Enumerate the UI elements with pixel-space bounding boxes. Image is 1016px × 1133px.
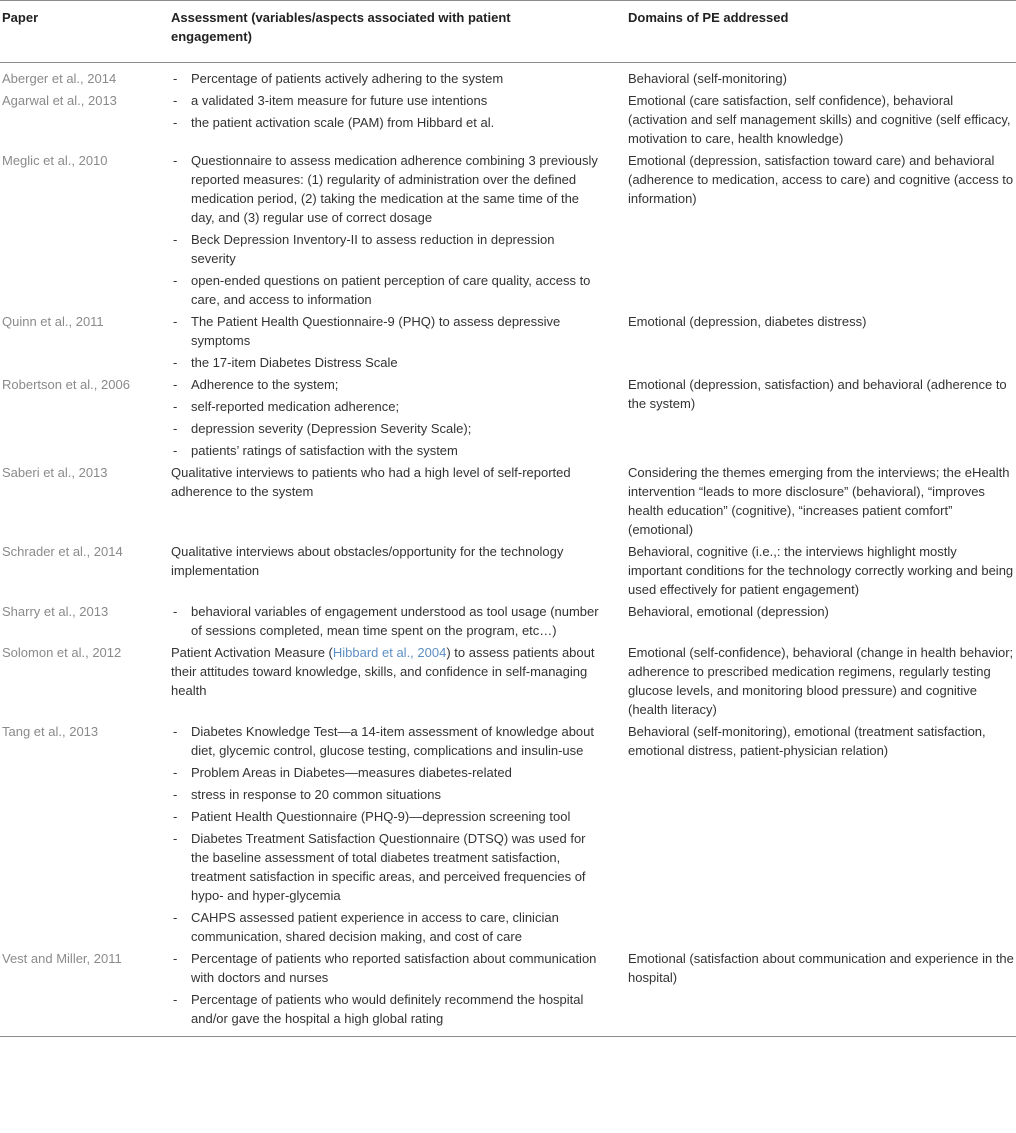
bullet-dash: - — [173, 399, 178, 414]
assessment-item-text: depression severity (Depression Severity Scale); — [191, 421, 472, 436]
bullet-dash: - — [173, 765, 178, 780]
domains-cell: Emotional (depression, diabetes distress) — [628, 314, 867, 329]
bullet-dash: - — [173, 115, 178, 130]
paper-cell: Solomon et al., 2012 — [2, 645, 122, 660]
assessment-item — [171, 949, 628, 987]
assessment-item-text: Percentage of patients actively adhering to the system — [191, 71, 504, 86]
paper-cell: Saberi et al., 2013 — [2, 465, 108, 480]
table-row — [0, 312, 1016, 372]
bullet-dash: - — [173, 604, 178, 619]
table-row — [0, 69, 1016, 88]
assessment-item — [171, 271, 628, 309]
bullet-dash: - — [173, 787, 178, 802]
bullet-dash: - — [173, 992, 178, 1007]
assessment-item-text: Diabetes Knowledge Test—a 14-item assessment of knowledge about diet, glycemic control, glucose testing, complications and insulin-use — [191, 724, 594, 758]
paper-cell: Agarwal et al., 2013 — [2, 93, 117, 108]
assessment-cell — [171, 722, 628, 946]
assessment-cell — [171, 949, 628, 1028]
assessment-item-text: Questionnaire to assess medication adherence combining 3 previously reported measures: (1) regularity of administration over the defined medication period, (2) taking the medication at the same time of the day, and (3) regular use of correct dosage — [191, 153, 598, 225]
domains-cell: Emotional (care satisfaction, self confidence), behavioral (activation and self management skills) and cognitive (self efficacy, motivation to care, health knowledge) — [628, 93, 1011, 146]
citation-link[interactable]: Hibbard et al., 2004 — [332, 645, 447, 660]
assessment-item-text: CAHPS assessed patient experience in access to care, clinician communication, shared decision making, and cost of care — [191, 910, 559, 944]
assessment-item — [171, 829, 628, 905]
assessment-item-text: self-reported medication adherence; — [191, 399, 400, 414]
bullet-dash: - — [173, 71, 178, 86]
assessment-item — [171, 908, 628, 946]
assessment-item-text: the patient activation scale (PAM) from Hibbard et al. — [191, 115, 495, 130]
assessment-item-text: Diabetes Treatment Satisfaction Questionnaire (DTSQ) was used for the baseline assessment of total diabetes treatment satisfaction, treatment satisfaction in specific areas, and perceived frequencies of hypo- and hyper-glycemia — [191, 831, 586, 903]
assessment-item — [171, 230, 628, 268]
table-header — [0, 0, 1016, 63]
domains-cell: Behavioral, emotional (depression) — [628, 604, 829, 619]
bullet-dash: - — [173, 443, 178, 458]
assessment-cell — [171, 463, 628, 539]
assessment-item-text: Percentage of patients who would definitely recommend the hospital and/or gave the hospital a high global rating — [191, 992, 584, 1026]
domains-cell: Behavioral (self-monitoring), emotional (treatment satisfaction, emotional distress, patient-physician relation) — [628, 724, 986, 758]
assessment-cell — [171, 151, 628, 309]
assessment-item — [171, 419, 628, 438]
bullet-dash: - — [173, 910, 178, 925]
assessment-item — [171, 69, 628, 88]
assessment-text: Qualitative interviews to patients who had a high level of self-reported adherence to the system — [171, 465, 571, 499]
assessment-cell — [171, 312, 628, 372]
bullet-dash: - — [173, 831, 178, 846]
assessment-item — [171, 441, 628, 460]
bullet-dash: - — [173, 273, 178, 288]
bullet-dash: - — [173, 951, 178, 966]
bullet-dash: - — [173, 724, 178, 739]
domains-cell: Behavioral, cognitive (i.e.,: the interviews highlight mostly important conditions for the technology correctly working and being used effectively for patient engagement) — [628, 544, 1014, 597]
domains-cell: Behavioral (self-monitoring) — [628, 71, 787, 86]
table-row — [0, 463, 1016, 539]
assessment-cell — [171, 542, 628, 599]
assessment-item — [171, 763, 628, 782]
table-row — [0, 643, 1016, 719]
bullet-dash: - — [173, 421, 178, 436]
bullet-dash: - — [173, 232, 178, 247]
assessment-item — [171, 722, 628, 760]
bullet-dash: - — [173, 809, 178, 824]
header-assessment: Assessment (variables/aspects associated with patient engagement) — [171, 10, 511, 44]
bullet-dash: - — [173, 153, 178, 168]
domains-cell: Emotional (satisfaction about communication and experience in the hospital) — [628, 951, 1014, 985]
assessment-item-text: behavioral variables of engagement understood as tool usage (number of sessions completed, mean time spent on the program, etc…) — [191, 604, 599, 638]
assessment-item-text: stress in response to 20 common situations — [191, 787, 442, 802]
paper-cell: Robertson et al., 2006 — [2, 377, 130, 392]
bullet-dash: - — [173, 377, 178, 392]
table-bottom-rule — [0, 1036, 1016, 1037]
assessment-item-text: Adherence to the system; — [191, 377, 339, 392]
domains-cell: Emotional (depression, satisfaction toward care) and behavioral (adherence to medication, access to care) and cognitive (access to information) — [628, 153, 1014, 206]
bullet-dash: - — [173, 93, 178, 108]
table-row — [0, 151, 1016, 309]
assessment-item-text: Percentage of patients who reported satisfaction about communication with doctors and nurses — [191, 951, 597, 985]
assessment-cell — [171, 69, 628, 88]
assessment-item-text: patients’ ratings of satisfaction with the system — [191, 443, 458, 458]
assessment-cell — [171, 375, 628, 460]
table-row — [0, 602, 1016, 640]
assessment-item-text: open-ended questions on patient perception of care quality, access to care, and access to information — [191, 273, 591, 307]
paper-cell: Vest and Miller, 2011 — [2, 951, 122, 966]
assessment-item-text: Problem Areas in Diabetes—measures diabetes-related — [191, 765, 512, 780]
assessment-item — [171, 397, 628, 416]
assessment-item — [171, 312, 628, 350]
assessment-item — [171, 113, 628, 132]
assessment-text — [171, 643, 601, 700]
paper-cell: Aberger et al., 2014 — [2, 71, 117, 86]
assessment-item-text: a validated 3-item measure for future use intentions — [191, 93, 488, 108]
assessment-cell — [171, 91, 628, 148]
table-body — [0, 63, 1016, 1028]
paper-cell: Schrader et al., 2014 — [2, 544, 123, 559]
assessment-item — [171, 151, 628, 227]
bullet-dash: - — [173, 355, 178, 370]
assessment-item — [171, 785, 628, 804]
paper-cell: Tang et al., 2013 — [2, 724, 99, 739]
paper-cell: Meglic et al., 2010 — [2, 153, 108, 168]
header-domains: Domains of PE addressed — [628, 10, 789, 25]
assessment-item — [171, 807, 628, 826]
domains-cell: Emotional (self-confidence), behavioral (change in health behavior; adherence to prescribed medication regimens, regularly testing glucose levels, and monitoring blood pressure) and cognitive (health literacy) — [628, 645, 1014, 717]
assessment-item — [171, 602, 628, 640]
assessment-item-text: The Patient Health Questionnaire-9 (PHQ) to assess depressive symptoms — [191, 314, 561, 348]
assessment-cell — [171, 643, 628, 719]
assessment-text-post: ) to assess patients about their attitudes toward knowledge, skills, and confidence in self-managing health — [171, 645, 595, 698]
paper-cell: Quinn et al., 2011 — [2, 314, 104, 329]
assessment-item-text: Patient Health Questionnaire (PHQ-9)—depression screening tool — [191, 809, 571, 824]
assessment-item — [171, 91, 628, 110]
header-paper: Paper — [2, 10, 39, 25]
assessment-item — [171, 353, 628, 372]
table-row — [0, 722, 1016, 946]
table-row — [0, 542, 1016, 599]
bullet-dash: - — [173, 314, 178, 329]
assessment-item-text: Beck Depression Inventory-II to assess reduction in depression severity — [191, 232, 555, 266]
assessment-cell — [171, 602, 628, 640]
assessment-item — [171, 375, 628, 394]
domains-cell: Emotional (depression, satisfaction) and behavioral (adherence to the system) — [628, 377, 1007, 411]
assessment-text: Qualitative interviews about obstacles/opportunity for the technology implementation — [171, 544, 564, 578]
assessment-item-text: the 17-item Diabetes Distress Scale — [191, 355, 398, 370]
table-row — [0, 91, 1016, 148]
paper-cell: Sharry et al., 2013 — [2, 604, 109, 619]
table-row — [0, 375, 1016, 460]
domains-cell: Considering the themes emerging from the interviews; the eHealth intervention “leads to more disclosure” (behavioral), “improves health education” (cognitive), “increases patient comfort” (emotional) — [628, 465, 1010, 537]
assessment-item — [171, 990, 628, 1028]
table-row — [0, 949, 1016, 1028]
assessment-text-pre: Patient Activation Measure ( — [171, 645, 333, 660]
